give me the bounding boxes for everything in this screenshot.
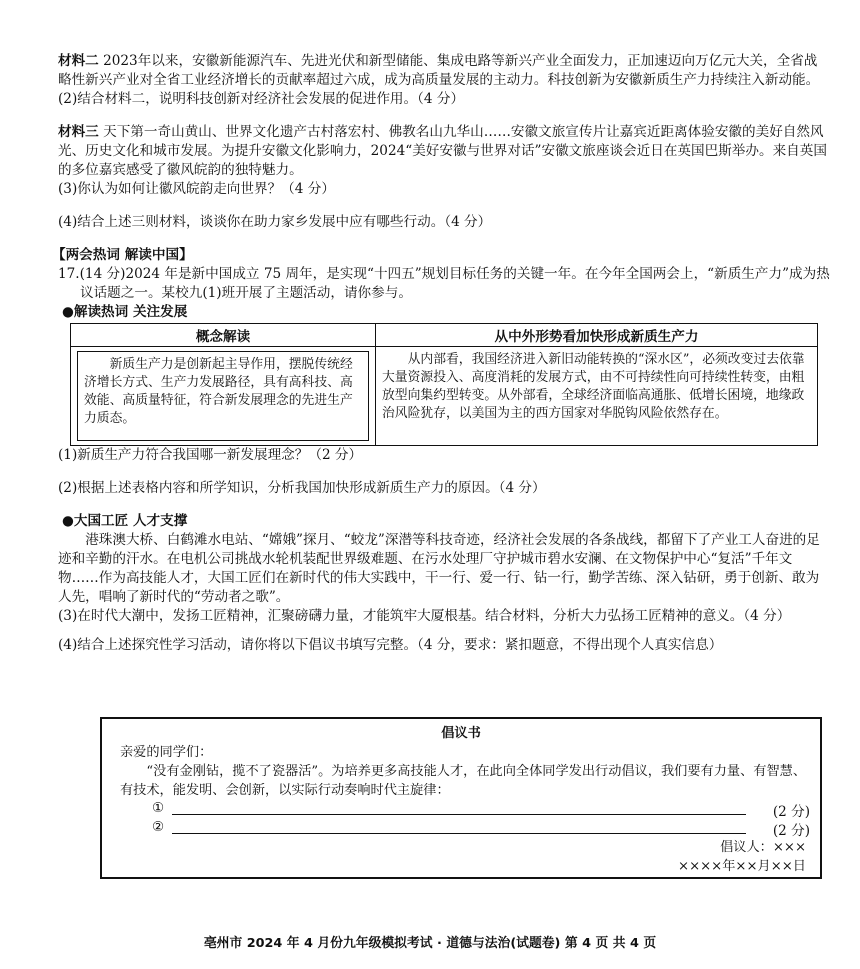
situation-text: 从内部看，我国经济进入新旧动能转换的“深水区”，必须改变过去依靠大量资源投入、高度消耗的发展方式，由不可持续性向可持续性转变，由粗放型向集约型转变。从外部看，全球经济面临高通胀、低增长困境，地缘政治风险犹存，以美国为主的西方国家对华脱钩风险依然存在。 bbox=[382, 352, 805, 421]
proposal-salutation: 亲爱的同学们： bbox=[120, 745, 213, 760]
proposal-body: “没有金刚钻，揽不了瓷器活”。为培养更多高技能人才，在此向全体同学发出行动倡议，我们要有力量、有智慧、有技术，能发明、会创新，以实际行动奏响时代主旋律： bbox=[120, 764, 807, 798]
question-17-4: (4)结合上述探究性学习活动，请你将以下倡议书填写完整。（4 分，要求：紧扣题意，不得出现个人真实信息） bbox=[58, 637, 723, 653]
table-cell-situation bbox=[376, 347, 818, 446]
material-two-label: 材料二 bbox=[58, 53, 99, 69]
page-footer: 亳州市 2024 年 4 月份九年级模拟考试 · 道德与法治(试题卷) 第 4 页 共 4 页 bbox=[203, 936, 657, 951]
item-1-marker: ① bbox=[152, 800, 165, 816]
proposal-item-1[interactable] bbox=[102, 800, 820, 819]
proposal-box bbox=[100, 717, 822, 879]
item-2-marker: ② bbox=[152, 819, 165, 835]
question-3: (3)你认为如何让徽风皖韵走向世界？（4 分） bbox=[58, 181, 335, 197]
concept-box bbox=[77, 351, 369, 441]
proposal-item-2[interactable] bbox=[102, 819, 820, 838]
material-three-label: 材料三 bbox=[58, 124, 99, 140]
craftsmen-text: 港珠澳大桥、白鹤滩水电站、“嫦娥”探月、“蛟龙”深潜等科技奇迹，经济社会发展的各条战线，都留下了产业工人奋进的足迹和辛勤的汗水。在电机公司挑战水轮机装配世界级难题、在污水处理厂守护城市碧水安澜、在文物保护中心“复活”千年文物……作为高技能人才，大国工匠们在新时代的伟大实践中，干一行、爱一行、钻一行，勤学苦练、深入钻研，勇于创新、敢为人先，唱响了新时代的“劳动者之歌”。 bbox=[58, 532, 820, 605]
question-17-2: (2)根据上述表格内容和所学知识，分析我国加快形成新质生产力的原因。（4 分） bbox=[58, 480, 546, 496]
proposal-signer: 倡议人：××× bbox=[720, 840, 806, 855]
table-header-concept: 概念解读 bbox=[71, 324, 376, 347]
subheading-hot-words: ●解读热词 关注发展 bbox=[62, 304, 188, 320]
material-two bbox=[58, 52, 830, 90]
material-three bbox=[58, 123, 830, 180]
question-17: 17.(14 分)2024 年是新中国成立 75 周年，是实现“十四五”规划目标任务的关键一年。在今年全国两会上，“新质生产力”成为热议话题之一。某校九(1)班开展了主题活动，请你参与。 bbox=[58, 266, 830, 301]
question-2: (2)结合材料二，说明科技创新对经济社会发展的促进作用。（4 分） bbox=[58, 91, 465, 107]
subheading-craftsmen: ●大国工匠 人才支撑 bbox=[62, 513, 188, 529]
concept-text: 新质生产力是创新起主导作用，摆脱传统经济增长方式、生产力发展路径，具有高科技、高效能、高质量特征，符合新发展理念的先进生产力质态。 bbox=[84, 357, 353, 426]
section-heading: 【两会热词 解读中国】 bbox=[52, 247, 193, 263]
table-header-situation: 从中外形势看加快形成新质生产力 bbox=[376, 324, 818, 347]
material-three-text: 天下第一奇山黄山、世界文化遗产古村落宏村、佛教名山九华山……安徽文旅宣传片让嘉宾近距离体验安徽的美好自然风光、历史文化和城市发展。为提升安徽文化影响力，2024“美好安徽与世界对话”安徽文旅座谈会近日在英国巴斯举办。来自英国的多位嘉宾感受了徽风皖韵的独特魅力。 bbox=[58, 124, 827, 178]
table-cell-concept bbox=[71, 347, 376, 446]
item-1-points: (2 分) bbox=[772, 804, 810, 820]
proposal-title: 倡议书 bbox=[441, 726, 481, 741]
question-17-3: (3)在时代大潮中，发扬工匠精神，汇聚磅礴力量，才能筑牢大厦根基。结合材料，分析大力弘扬工匠精神的意义。（4 分） bbox=[58, 608, 791, 624]
item-2-blank-line[interactable] bbox=[172, 833, 746, 834]
proposal-date: ××××年××月××日 bbox=[678, 859, 806, 874]
question-4: (4)结合上述三则材料，谈谈你在助力家乡发展中应有哪些行动。（4 分） bbox=[58, 214, 492, 230]
material-two-text: 2023年以来，安徽新能源汽车、先进光伏和新型储能、集成电路等新兴产业全面发力，正加速迈向万亿元大关，全省战略性新兴产业对全省工业经济增长的贡献率超过六成，成为高质量发展的主动力。科技创新为安徽新质生产力持续注入新动能。 bbox=[58, 53, 820, 88]
item-1-blank-line[interactable] bbox=[172, 814, 746, 815]
item-2-points: (2 分) bbox=[772, 823, 810, 839]
exam-page bbox=[52, 52, 830, 655]
question-17-1: (1)新质生产力符合我国哪一新发展理念？（2 分） bbox=[58, 447, 363, 463]
concept-table bbox=[70, 323, 818, 446]
